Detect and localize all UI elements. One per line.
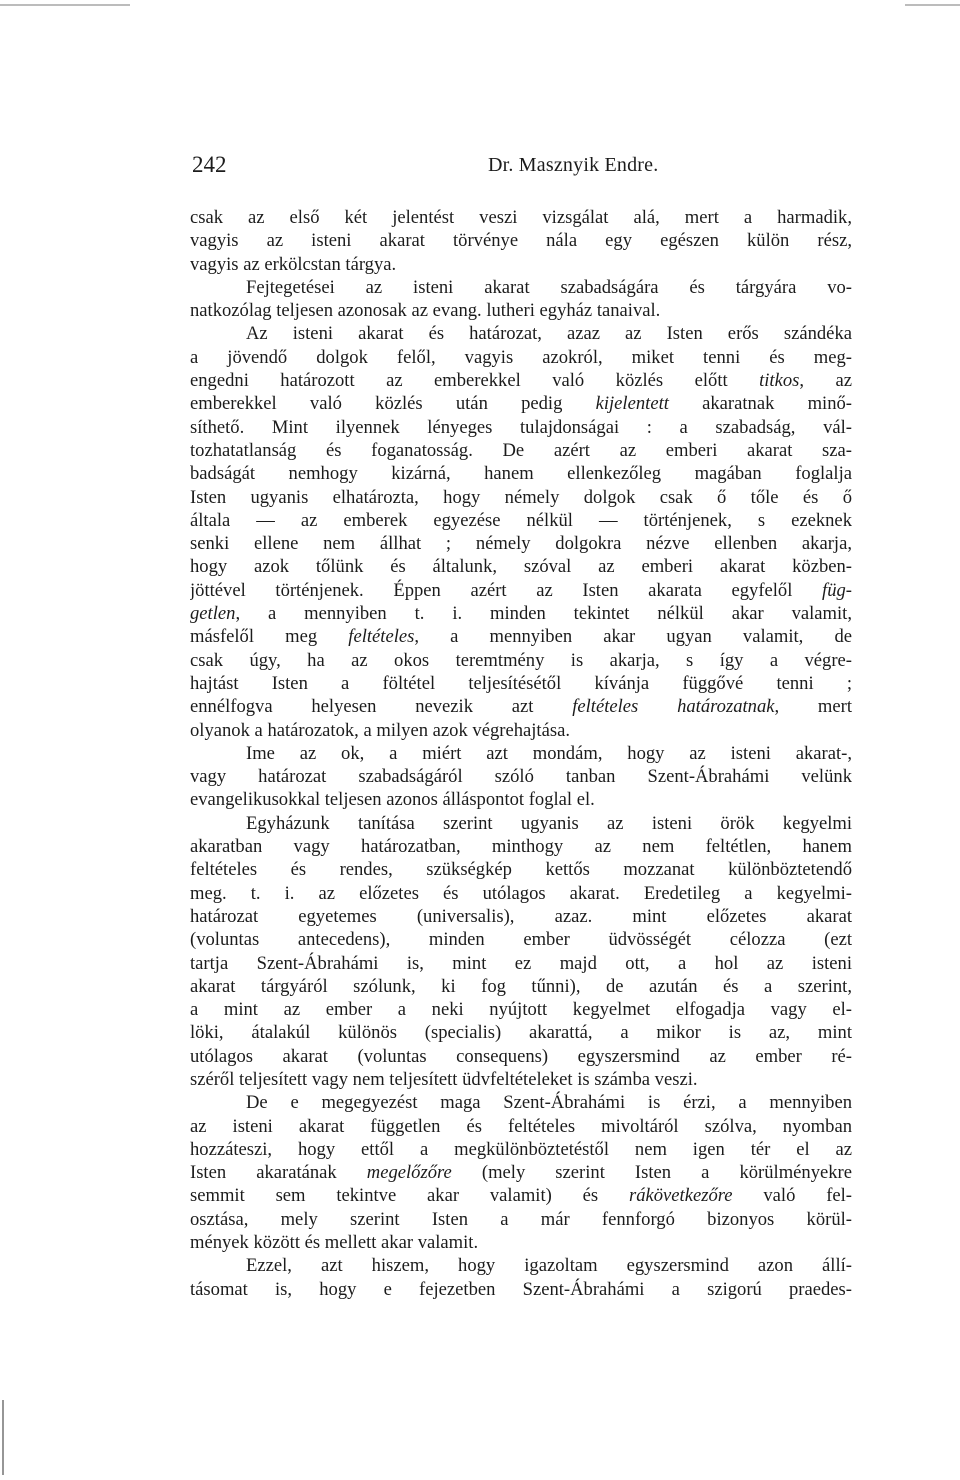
text-line: badságát nemhogy kizárná, hanem ellenkezőleg magában foglalja <box>190 463 852 485</box>
text-line: ennélfogva helyesen nevezik azt feltételes határozatnak, mert <box>190 696 852 718</box>
text-line: általa — az emberek egyezése nélkül — történjenek, s ezeknek <box>190 509 852 531</box>
text-line: tásomat is, hogy e fejezetben Szent-Ábrahámi a szigorú praedes- <box>190 1278 852 1300</box>
text-line: az isteni akarat független és feltételes mivoltáról szólva, nyomban <box>190 1115 852 1137</box>
text-line: a mint az ember a neki nyújtott kegyelmet elfogadja vagy el- <box>190 999 852 1021</box>
scan-edge-mark-top <box>0 4 130 6</box>
text-line: csak az első két jelentést veszi vizsgálat alá, mert a harmadik, <box>190 207 852 228</box>
italic-term: rákövetkezőre <box>628 1185 733 1207</box>
text-line: határozat egyetemes (universalis), azaz. mint előzetes akarat <box>190 905 852 927</box>
body-text <box>190 206 852 1301</box>
text-line: emberekkel való közlés után pedig kijelentett akaratnak minő- <box>190 393 852 415</box>
text-line: Ezzel, azt hiszem, hogy igazoltam egyszersmind azon állí- <box>246 1255 852 1277</box>
scan-edge-mark-top-right <box>905 4 960 6</box>
text-line: másfelől meg feltételes, a mennyiben akar ugyan valamit, de <box>190 626 852 648</box>
text-line: vagy határozat szabadságáról szóló tanban Szent-Ábrahámi velünk <box>190 766 852 788</box>
text-line: hozzáteszi, hogy ettől a megkülönböztetéstől nem igen tér el az <box>190 1138 852 1160</box>
text-line: natkozólag teljesen azonosak az evang. lutheri egyház tanaival. <box>190 300 661 322</box>
text-line: semmit sem tekintve akar valamit) és rákövetkezőre való fel- <box>190 1185 852 1207</box>
text-line: csak úgy, ha az okos teremtmény is akarja, s így a végre- <box>190 649 852 671</box>
running-head: Dr. Masznyik Endre. <box>488 154 659 176</box>
italic-term: feltételes határozatnak <box>572 696 775 718</box>
text-line: hogy azok tőlünk és általunk, szóval az emberi akarat közben- <box>190 556 852 578</box>
italic-term: feltételes <box>348 626 415 648</box>
text-line: evangelikusokkal teljesen azonos álláspontot foglal el. <box>190 789 595 811</box>
text-line: De e megegyezést maga Szent-Ábrahámi is érzi, a mennyiben <box>246 1092 852 1114</box>
text-line: vagyis az isteni akarat törvénye nála egy egészen külön rész, <box>190 230 852 252</box>
italic-term: megelőzőre <box>366 1162 452 1184</box>
text-line: jöttével történjenek. Éppen azért az Isten akarata egyfelől füg- <box>190 579 852 601</box>
text-line: Az isteni akarat és határozat, azaz az Isten erős szándéka <box>246 323 852 345</box>
text-line: osztása, mely szerint Isten a már fennforgó bizonyos körül- <box>190 1208 852 1230</box>
text-line: Egyházunk tanítása szerint ugyanis az isteni örök kegyelmi <box>246 812 852 834</box>
text-line: akaratban vagy határozatban, minthogy az nem feltétlen, hanem <box>190 836 852 858</box>
text-line: getlen, a mennyiben t. i. minden tekintet nélkül akar valamit, <box>190 603 852 625</box>
text-line: széről teljesített vagy nem teljesített üdvfeltételeket is számba veszi. <box>190 1068 698 1090</box>
text-line: engedni határozott az emberekkel való közlés előtt titkos, az <box>190 370 852 392</box>
text-line: vagyis az erkölcstan tárgya. <box>190 253 397 275</box>
text-line: Ime az ok, a miért azt mondám, hogy az isteni akarat-, <box>246 742 852 764</box>
text-line: senki ellene nem állhat ; némely dolgokra nézve ellenben akarja, <box>190 533 852 555</box>
text-line: tartja Szent-Ábrahámi is, mint ez majd ott, a hol az isteni <box>190 952 852 974</box>
italic-term: titkos <box>759 370 800 392</box>
page-header <box>192 150 852 182</box>
text-line: Isten ugyanis elhatározta, hogy némely dolgok csak ő tőle és ő <box>190 486 852 508</box>
text-line: a jövendő dolgok felől, vagyis azokról, miket tenni és meg- <box>190 346 852 368</box>
text-line: olyanok a határozatok, a milyen azok végrehajtása. <box>190 719 570 741</box>
text-line: Fejtegetései az isteni akarat szabadságára és tárgyára vo- <box>246 276 852 298</box>
text-line: hajtást Isten a föltétel teljesítésétől kívánja függővé tenni ; <box>190 672 852 694</box>
text-line: feltételes és rendes, szükségkép kettős mozzanat különböztetendő <box>190 859 852 881</box>
text-line: meg. t. i. az előzetes és utólagos akarat. Eredetileg a kegyelmi- <box>190 882 852 904</box>
text-line: síthető. Mint ilyennek lényeges tulajdonságai : a szabadság, vál- <box>190 416 852 438</box>
text-line: löki, átalakúl különös (specialis) akarattá, a mikor is az, mint <box>190 1022 852 1044</box>
text-line: tozhatatlanság és foganatosság. De azért az emberi akarat sza- <box>190 439 852 461</box>
page-number: 242 <box>192 152 227 177</box>
text-line: mények között és mellett akar valamit. <box>190 1232 479 1254</box>
text-line: akarat tárgyáról szólunk, ki fog tűnni), de azután és a szerint, <box>190 975 852 997</box>
italic-term: getlen <box>190 603 236 625</box>
italic-term: füg- <box>822 579 852 601</box>
scan-edge-mark-left <box>2 1400 4 1475</box>
text-line: (voluntas antecedens), minden ember üdvösségét célozza (ezt <box>190 929 852 951</box>
italic-term: kijelentett <box>595 393 669 415</box>
text-line: utólagos akarat (voluntas consequens) egyszersmind az ember ré- <box>190 1045 852 1067</box>
text-line: Isten akaratának megelőzőre (mely szerint Isten a körülményekre <box>190 1162 852 1184</box>
